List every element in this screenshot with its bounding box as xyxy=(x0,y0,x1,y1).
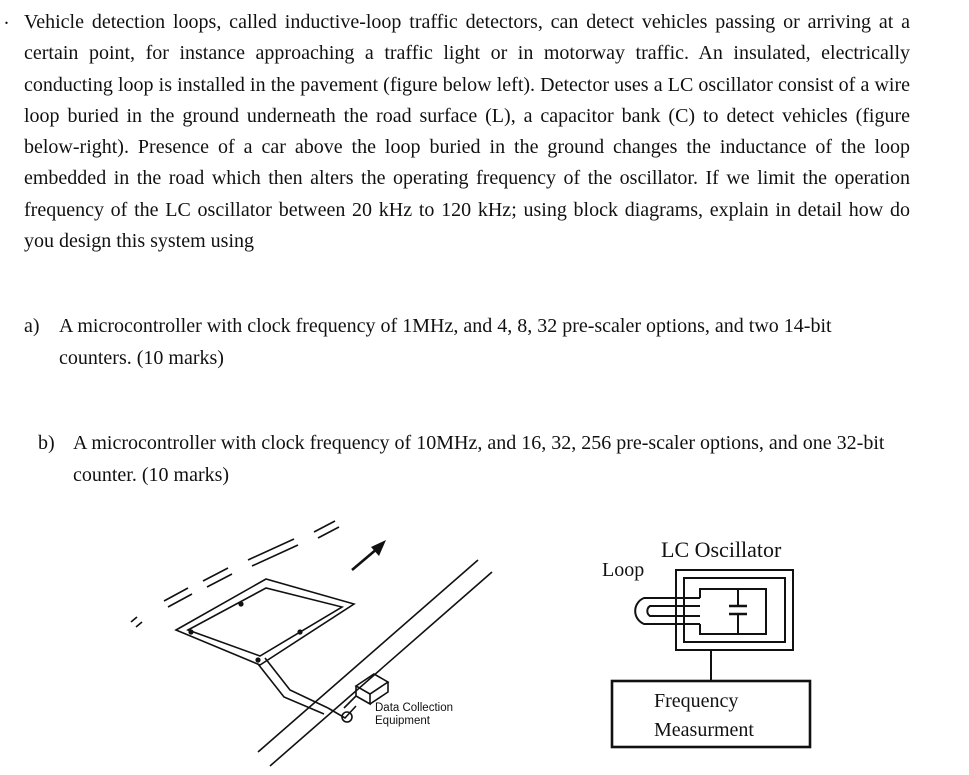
lead-in-cable xyxy=(265,658,328,708)
part-a-text: A microcontroller with clock frequency of 1MHz, and 4, 8, 32 pre-scaler options, and two 14-bit counters. (10 marks) xyxy=(59,315,832,369)
direction-arrow xyxy=(352,548,378,570)
measurement-label-line1: Frequency xyxy=(654,690,739,712)
loop-coil xyxy=(635,598,700,624)
road-loop-figure xyxy=(131,521,492,766)
road-edge-line xyxy=(270,572,492,766)
lead-in-cable xyxy=(258,664,324,714)
oscillator-box-outer xyxy=(676,570,793,650)
equipment-label-line1: Data Collection xyxy=(375,702,453,714)
lane-dashes xyxy=(131,521,339,627)
loop-point xyxy=(297,629,302,634)
loop-label: Loop xyxy=(602,559,645,581)
loop-point xyxy=(238,601,243,606)
part-b-label: b) xyxy=(38,432,55,454)
loop-point xyxy=(255,657,260,662)
part-b-text: A microcontroller with clock frequency of 10MHz, and 16, 32, 256 pre-scaler options, and one 32-bit counter. (10 marks) xyxy=(73,432,885,486)
equipment-cable xyxy=(344,696,356,708)
loop-coil xyxy=(647,606,700,616)
part-a-label: a) xyxy=(24,315,40,337)
loop-point xyxy=(188,629,193,634)
circuit-wire xyxy=(700,589,766,634)
equipment-label-line2: Equipment xyxy=(375,715,430,727)
loop-inner xyxy=(188,588,342,656)
data-collection-equipment-icon xyxy=(356,674,388,704)
lc-oscillator-title: LC Oscillator xyxy=(661,537,782,562)
road-edge-line xyxy=(258,560,478,752)
measurement-label-line2: Measurment xyxy=(654,719,754,741)
question-number: . xyxy=(4,7,9,29)
question-paragraph: Vehicle detection loops, called inductive-loop traffic detectors, can detect vehicles passing or arriving at a certain point, for instance approaching a traffic light or in motorway traffic. An insulated, electrically conducting loop is installed in the pavement (figure below left). Detector uses a LC oscillator consist of a wire loop buried in the ground underneath the road surface (L), a capacitor bank (C) to detect vehicles (figure below-right). Presence of a car above the loop buried in the ground changes the inductance of the loop embedded in the road which then alters the operating frequency of the oscillator. If we limit the operation frequency of the LC oscillator between 20 kHz to 120 kHz; using block diagrams, explain in detail how do you design this system using xyxy=(24,11,910,253)
